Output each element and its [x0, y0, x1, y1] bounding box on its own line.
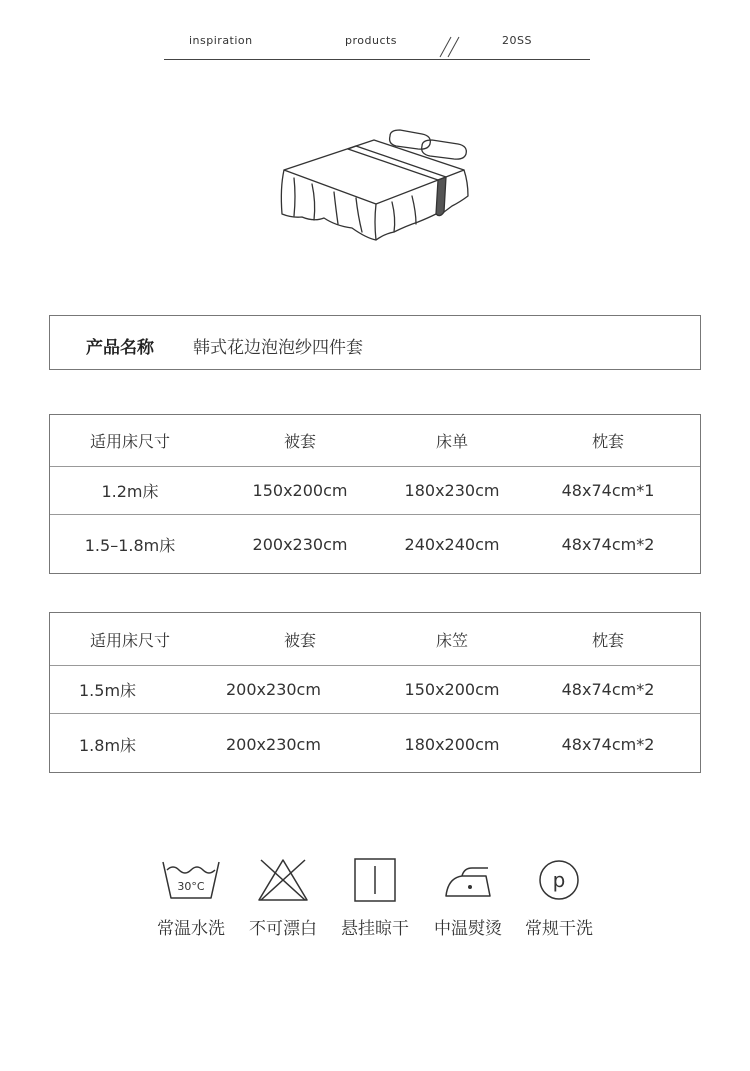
cell-duvet-cover: 200x230cm — [252, 534, 348, 554]
divider-slash — [437, 36, 453, 58]
cell-bed-size: 1.5–1.8m床 — [84, 535, 176, 555]
cell-pillowcase: 48x74cm*1 — [561, 481, 655, 500]
dry-clean-letter: p — [552, 868, 566, 892]
wash-30-icon — [161, 856, 221, 904]
table-row — [50, 714, 700, 774]
product-name-box — [49, 315, 701, 370]
care-item-no-bleach — [238, 856, 328, 939]
nav-item-products[interactable]: products — [345, 34, 398, 47]
cell-fitted-sheet: 180x200cm — [404, 734, 500, 754]
iron-medium-icon — [438, 856, 498, 904]
header-sheet: 床单 — [435, 432, 468, 451]
table-header-row — [50, 415, 700, 467]
cell-duvet-cover: 150x200cm — [252, 481, 348, 500]
header-fitted-sheet: 床笠 — [435, 630, 468, 650]
care-label-wash: 常温水洗 — [157, 919, 225, 939]
cell-sheet: 240x240cm — [404, 534, 500, 554]
header-duvet-cover: 被套 — [283, 432, 316, 451]
cell-pillowcase: 48x74cm*2 — [561, 734, 655, 754]
table-row — [50, 666, 700, 714]
care-item-dry-clean — [514, 856, 604, 939]
wash-temp-label: 30°C — [177, 880, 205, 893]
cell-pillowcase: 48x74cm*2 — [561, 680, 655, 699]
table-header-row — [50, 613, 700, 666]
header-bed-size: 适用床尺寸 — [89, 630, 170, 650]
dry-clean-icon — [529, 856, 589, 904]
care-item-iron — [423, 856, 513, 939]
cell-sheet: 180x230cm — [404, 481, 500, 500]
header-pillowcase: 枕套 — [591, 432, 624, 451]
care-label-no-bleach: 不可漂白 — [249, 919, 317, 939]
nav-item-20ss[interactable]: 20SS — [502, 34, 532, 47]
cell-bed-size: 1.8m床 — [79, 735, 137, 755]
size-table-flat-sheet — [49, 414, 701, 574]
no-bleach-icon — [253, 856, 313, 904]
nav-rule — [164, 59, 590, 60]
care-label-hang-dry: 悬挂晾干 — [341, 919, 409, 939]
care-label-iron: 中温熨烫 — [434, 919, 502, 939]
header-bed-size: 适用床尺寸 — [89, 432, 170, 451]
header-duvet-cover: 被套 — [283, 630, 316, 650]
cell-bed-size: 1.5m床 — [79, 681, 137, 700]
cell-pillowcase: 48x74cm*2 — [561, 534, 655, 554]
care-label-dry-clean: 常规干洗 — [525, 919, 593, 939]
hang-dry-icon — [345, 856, 405, 904]
product-name-value: 韩式花边泡泡纱四件套 — [193, 338, 363, 358]
bed-illustration — [272, 122, 482, 252]
nav-item-inspiration[interactable]: inspiration — [189, 34, 253, 47]
cell-duvet-cover: 200x230cm — [226, 734, 321, 754]
cell-fitted-sheet: 150x200cm — [404, 680, 500, 699]
top-nav — [164, 30, 590, 60]
size-table-fitted-sheet — [49, 612, 701, 773]
care-item-hang-dry — [330, 856, 420, 939]
care-item-wash — [146, 856, 236, 939]
cell-duvet-cover: 200x230cm — [226, 680, 321, 699]
header-pillowcase: 枕套 — [591, 630, 624, 650]
table-row — [50, 515, 700, 573]
cell-bed-size: 1.2m床 — [101, 482, 159, 501]
table-row — [50, 467, 700, 515]
product-name-label: 产品名称 — [86, 338, 154, 358]
